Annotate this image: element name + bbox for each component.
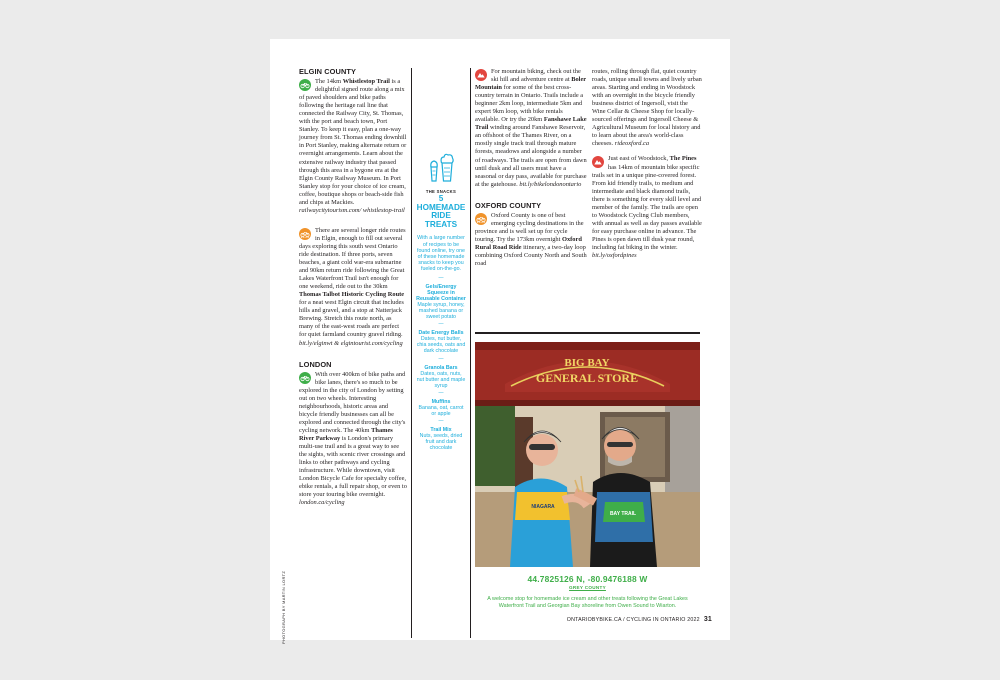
- coordinates-location: GREY COUNTY: [569, 585, 606, 590]
- pines-paragraph: Just east of Woodstock, The Pines has 14km of mountain bike specific trails set in a unique pine-covered forest. From kid friendly trails, to medium and intermediate and black diamond trails, there is something for every skill level and member of the family. The trails are open to Woodstock Cycling Club members, with annual as well as day passes available for easy purchase online in advance. The Pines is open dawn till dusk year round, including fat biking in the winter. bit.ly/oxfordpines: [592, 155, 702, 260]
- sidebar-intro: With a large number of recipes to be found online, try one of these homemade snacks to keep you fueled on-the-go.: [416, 235, 465, 273]
- divider-dash: —: [438, 274, 444, 281]
- column-4: [592, 68, 702, 260]
- snack-item: Granola Bars Dates, oats, nuts, nut butter and maple syrup: [416, 364, 466, 389]
- cycling-route-icon: [299, 372, 311, 384]
- jersey-logo-2: BAY TRAIL: [609, 511, 637, 517]
- cycling-route-icon: [299, 79, 311, 91]
- elgin-paragraph-1: The 14km Whistlestop Trail is a delightful signed route along a mix of paved shoulders and bike paths following the heritage rail line that connected the Railway City, St. Thomas, with the port and beach town, Port Stanley. To keep it easy, plan a one-way journey from St. Thomas ending downhill in Port Stanley, making alternate return or overnight arrangements. Learn about the extensive railway industry that passed through this area in a bygone era at the Elgin County Railway Museum. In Port Stanley stop for your choice of ice cream, coffee, boutique shops or beach-side fish and chips at Mackies. railwaycitytourism.com/ whistlestop-trail: [299, 78, 407, 214]
- gravel-route-icon: [299, 228, 311, 240]
- thames-parkway-name: Thames River Parkway: [299, 426, 393, 442]
- snack-item: Date Energy Balls Dates, nut butter, chia seeds, oats and dark chocolate: [416, 330, 466, 355]
- coordinates: 44.7825126 N, -80.9476188 W: [527, 574, 648, 584]
- ice-cream-icon: [416, 151, 466, 187]
- london-paragraph: With over 400km of bike paths and bike lanes, there's so much to be explored in the city of London by setting out on two wheels. Interesting neighbourhoods, historic areas and bicycle friendly businesses can all be explored and connected through the city's cycling network. The 40km Thames River Parkway is London's primary multi-use trail and is a great way to see the sights, with scenic river crossings and links to other pathways and cycling infrastructure. While downtown, visit London Bicycle Cafe for specialty coffee, ebike rentals, a full repair shop, or even to store your touring bike overnight. london.ca/cycling: [299, 370, 407, 507]
- mountain-bike-icon: [592, 156, 604, 168]
- whistlestop-link[interactable]: railwaycitytourism.com/ whistlestop-trail: [299, 206, 405, 214]
- divider-dash: —: [438, 418, 444, 425]
- section-heading-london: LONDON: [299, 359, 332, 369]
- snack-item: Gels/Energy Squeeze in Reusable Container Maple syrup, honey, mashed banana or sweet potato: [416, 283, 466, 321]
- store-sign-top: BIG BAY: [564, 357, 610, 369]
- snack-item: Muffins Banana, oat, carrot or apple: [418, 398, 464, 418]
- photo-caption: A welcome stop for homemade ice cream and other treats following the Great Lakes Waterfront Trail and Georgian Bay shoreline from Owen Sound to Wiarton.: [487, 596, 688, 609]
- general-store-photo: [475, 342, 700, 567]
- section-rule: [475, 332, 700, 334]
- column-divider: [470, 68, 471, 638]
- elgin-links[interactable]: bit.ly/elginwt & elgintourist.com/cycling: [299, 339, 403, 347]
- column-3: [475, 68, 587, 268]
- oxford-link[interactable]: rideoxford.ca: [614, 140, 650, 148]
- store-sign-bottom: GENERAL STORE: [535, 371, 639, 385]
- photo-credit: PHOTOGRAPH BY MARTIN LORTZ: [281, 570, 286, 644]
- pines-link[interactable]: bit.ly/oxfordpines: [592, 252, 637, 260]
- page-number: 31: [703, 616, 712, 623]
- jersey-logo: NIAGARA: [531, 504, 555, 510]
- folio: ONTARIOBYBIKE.CA / CYCLING IN ONTARIO 2022 31: [566, 616, 712, 623]
- oxford-paragraph: Oxford County is one of best emerging cycling destinations in the province and is well set up for cycle touring. Try the 173km overnight Oxford Rural Road Ride itinerary, a two-day loop combining Oxford County North and South road: [475, 211, 587, 268]
- oxford-paragraph-continued: routes, rolling through flat, quiet country roads, unique small towns and lively urban areas. Starting and ending in Woodstock with an overnight in the bicycle friendly business district of Ingersoll, visit the Wine Cellar & Cheese Shop for locally-sourced offerings and Ingersoll Cheese & Agricultural Museum for local history and to learn about the area's world-class cheeses. rideoxford.ca: [592, 68, 702, 148]
- column-1: [299, 68, 407, 514]
- divider-dash: —: [438, 321, 444, 328]
- sidebar-title: 5 HOMEMADE RIDE TREATS: [416, 194, 466, 229]
- divider-dash: —: [438, 389, 444, 396]
- boler-link[interactable]: bit.ly/bikelondonontario: [519, 180, 582, 188]
- whistlestop-trail-name: Whistlestop Trail: [342, 78, 390, 86]
- divider-dash: —: [438, 355, 444, 362]
- section-heading-elgin: ELGIN COUNTY: [299, 67, 357, 76]
- column-divider: [411, 68, 412, 638]
- sidebar-kicker: THE SNACKS: [425, 189, 457, 194]
- snack-item: Trail Mix Nuts, seeds, dried fruit and dark chocolate: [419, 427, 463, 452]
- elgin-paragraph-2: There are several longer ride routes in Elgin, enough to fill out several days exploring this south west Ontario ride destination. If three ports, seven beaches, a giant cold war-era submarine and 90km return ride following the Great Lakes Waterfront Trail isn't enough for one weekend, ride out to the 30km Thomas Talbot Historic Cycling Route for a neat west Elgin circuit that includes hills and gravel, and a stop at Natterjack Brewing. Stretch this route north, as many of the east-west roads are perfect for quiet farmland country gravel riding. bit.ly/elginwt & elgintourist.com/cycling: [299, 226, 406, 347]
- london-link[interactable]: london.ca/cycling: [299, 499, 345, 507]
- section-heading-oxford: OXFORD COUNTY: [475, 200, 542, 210]
- mountain-bike-icon: [475, 69, 487, 81]
- snacks-sidebar: [416, 151, 466, 452]
- boler-paragraph: For mountain biking, check out the ski hill and adventure centre at Boler Mountain for some of the best cross-country terrain in Ontario. Trails include a beginner 2km loop, intermediate 5km and expert 9km loop, with bike rentals available. Or try the 20km Fanshawe Lake Trail winding around Fanshawe Reservoir, an offshoot of the Thames River, on a mostly single track trail through mature forests, meadows and alongside a number of roadways. The trails are open from dawn until dusk and all users must have a seasonal or day pass, available for purchase at the gatehouse. bit.ly/bikelondonontario: [475, 68, 587, 188]
- gravel-route-icon: [475, 213, 487, 225]
- talbot-route-name: Thomas Talbot Historic Cycling Route: [299, 291, 405, 299]
- magazine-page: [270, 39, 730, 644]
